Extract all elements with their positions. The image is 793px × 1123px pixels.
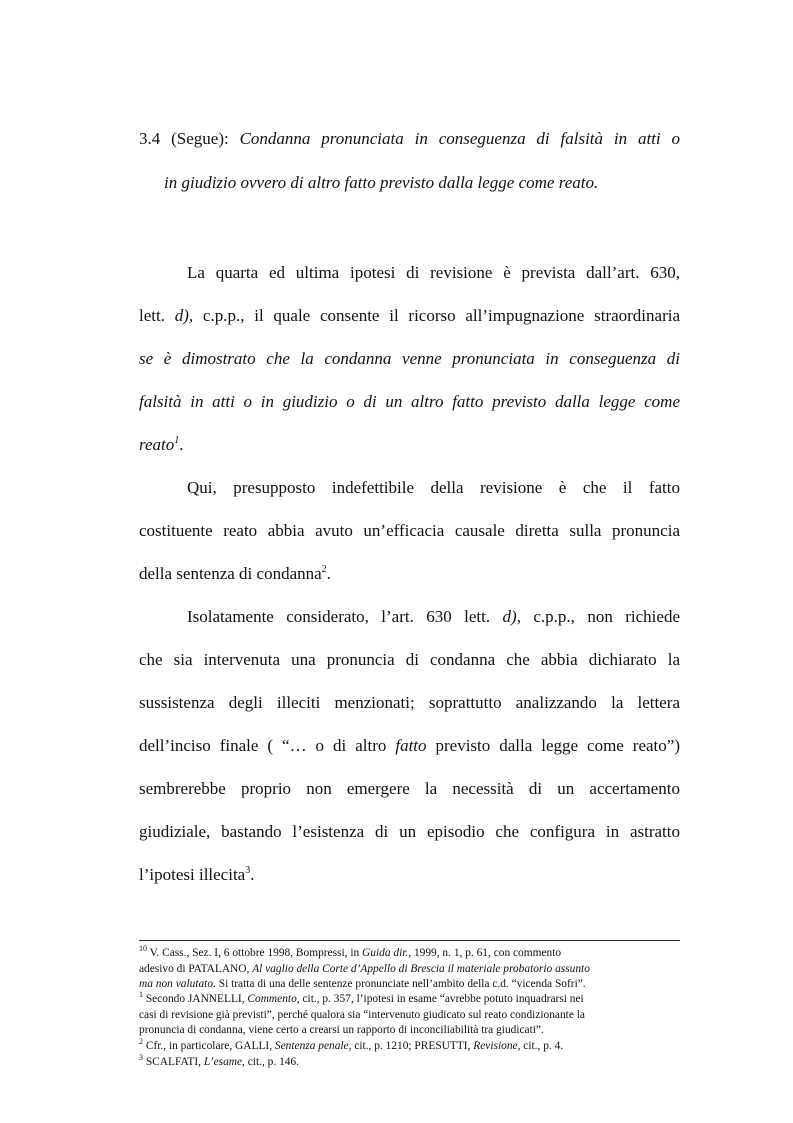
footnote-ref-2[interactable]: 2 xyxy=(321,564,327,575)
paragraph-1-line-2: lett. d), c.p.p., il quale consente il ricorso all’impugnazione straordinaria xyxy=(139,306,681,325)
paragraph-1-line-4: falsità in atti o in giudizio o di un altro fatto previsto dalla legge come xyxy=(139,392,680,411)
section-heading-line-2 xyxy=(164,173,680,193)
paragraph-2-line-1: Qui, presupposto indefettibile della revisione è che il fatto xyxy=(187,478,680,497)
footnote-ref-3[interactable]: 3 xyxy=(245,865,251,876)
section-title: Condanna pronunciata in conseguenza di falsità in atti o xyxy=(239,129,681,148)
paragraph-3-line-2: che sia intervenuta una pronuncia di condanna che abbia dichiarato la xyxy=(139,650,680,669)
footnote-1-mark: 1 xyxy=(139,990,143,999)
section-heading-line-1 xyxy=(139,129,680,149)
section-number: 3.4 (Segue): xyxy=(139,129,240,148)
paragraph-3-line-7: l’ipotesi illecita$^3$. xyxy=(139,865,255,884)
footnote-2-line-1: $^2$ Cfr., in particolare, GALLI, Sentenza penale, cit., p. 1210; PRESUTTI, Revisione, cit., p. 4. xyxy=(139,1037,564,1052)
paragraph-1-line-3: se è dimostrato che la condanna venne pronunciata in conseguenza di xyxy=(139,349,680,368)
footnote-10-line-1: $^{10}$ V. Cass., Sez. I, 6 ottobre 1998, Bompressi, in Guida dir., 1999, n. 1, p. 61, con commento xyxy=(139,944,562,959)
footnote-1-line-2: casi di revisione già previsti”, perché qualora sia “intervenuto giudicato sul reato condizionante la xyxy=(139,1009,585,1021)
paragraph-1-line-5: reato$^1$. xyxy=(139,435,184,454)
paragraph-3-line-3: sussistenza degli illeciti menzionati; soprattutto analizzando la lettera xyxy=(139,693,680,712)
footnote-separator xyxy=(139,940,680,941)
footnote-1-line-3: pronuncia di condanna, viene certo a crearsi un rapporto di inconciliabilità tra giudicati”. xyxy=(139,1024,544,1036)
section-title-continued: in giudizio ovvero di altro fatto previsto dalla legge come reato. xyxy=(164,173,599,192)
paragraph-2-line-3: della sentenza di condanna$^2$. xyxy=(139,564,331,583)
footnote-3-line-1: $^3$ SCALFATI, L’esame, cit., p. 146. xyxy=(139,1053,300,1068)
paragraph-3-line-6: giudiziale, bastando l’esistenza di un episodio che configura in astratto xyxy=(139,822,680,841)
footnote-3-mark: 3 xyxy=(139,1053,143,1062)
footnote-1-line-1: $^1$ Secondo JANNELLI, Commento, cit., p. 357, l’ipotesi in esame “avrebbe potuto inquadrarsi nei xyxy=(139,990,584,1005)
paragraph-3-line-5: sembrerebbe proprio non emergere la necessità di un accertamento xyxy=(139,779,680,798)
paragraph-3-line-1: Isolatamente considerato, l’art. 630 lett. d), c.p.p., non richiede xyxy=(187,607,680,626)
footnote-2-mark: 2 xyxy=(139,1037,143,1046)
paragraph-1-line-1: La quarta ed ultima ipotesi di revisione è prevista dall’art. 630, xyxy=(187,263,680,282)
paragraph-3-line-4: dell’inciso finale ( “… o di altro fatto previsto dalla legge come reato”) xyxy=(139,736,680,755)
footnote-10-line-2: adesivo di PATALANO, Al vaglio della Corte d’Appello di Brescia il materiale probatorio assunto xyxy=(139,963,590,975)
footnote-10-line-3: ma non valutato. Si tratta di una delle sentenze pronunciate nell’ambito della c.d. “vicenda Sofri”. xyxy=(139,978,586,990)
footnote-10-mark: 10 xyxy=(139,944,147,953)
paragraph-2-line-2: costituente reato abbia avuto un’efficacia causale diretta sulla pronuncia xyxy=(139,521,680,540)
footnote-ref-1[interactable]: 1 xyxy=(174,435,180,446)
